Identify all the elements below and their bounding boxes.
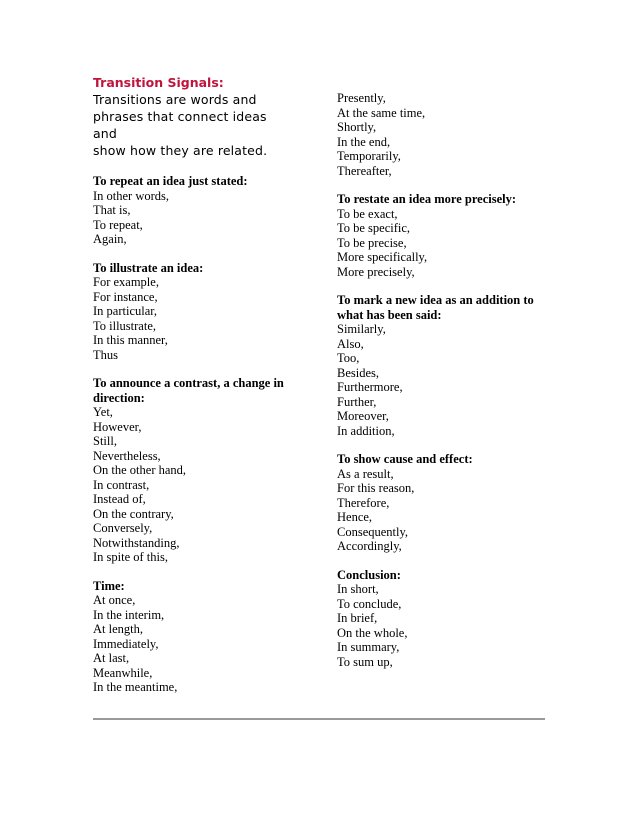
transition-item: In the interim, [93, 607, 165, 622]
section-heading: Time: [93, 578, 125, 593]
transition-item: Meanwhile, [93, 665, 153, 680]
section-heading: direction: [93, 390, 145, 405]
transition-item: Thereafter, [337, 163, 392, 178]
transition-item: Similarly, [337, 322, 386, 336]
transition-item: Instead of, [93, 492, 146, 506]
transition-item: At last, [93, 651, 130, 665]
section-heading: what has been said: [337, 307, 442, 322]
right-column [337, 91, 547, 683]
transition-item: In other words, [93, 188, 170, 203]
transition-item: For instance, [93, 289, 158, 304]
transition-item: To be specific, [337, 221, 411, 235]
transition-section [93, 261, 293, 363]
transition-item: Again, [93, 232, 127, 246]
section-heading: To repeat an idea just stated: [93, 174, 248, 188]
transition-item: On the contrary, [93, 506, 174, 521]
transition-item: More precisely, [337, 264, 415, 279]
transition-section [93, 376, 293, 565]
transition-item: In summary, [337, 640, 400, 654]
transition-item: Conversely, [93, 521, 153, 535]
transition-item: At the same time, [337, 105, 426, 120]
transition-item: Also, [337, 336, 364, 351]
section-heading: To restate an idea more precisely: [337, 192, 517, 206]
transition-section [337, 293, 547, 438]
footer-divider [93, 718, 545, 720]
transition-item: To repeat, [93, 217, 143, 232]
transition-item: Moreover, [337, 409, 389, 423]
intro-line: phrases that connect ideas and [93, 109, 267, 141]
transition-item: In this manner, [93, 333, 168, 347]
transition-item: At length, [93, 622, 143, 636]
transition-item: Presently, [337, 91, 386, 105]
section-heading: To mark a new idea as an addition to [337, 293, 534, 307]
transition-item: In brief, [337, 611, 378, 625]
section-heading: To announce a contrast, a change in [93, 376, 284, 390]
document-title: Transition Signals: [93, 75, 224, 90]
transition-item: Too, [337, 351, 360, 365]
transition-section [93, 174, 293, 247]
transition-item: In the end, [337, 134, 391, 149]
transition-item: To illustrate, [93, 318, 157, 333]
transition-section [337, 452, 547, 554]
right-sections [337, 91, 547, 669]
section-heading: Conclusion: [337, 567, 401, 582]
transition-item: In particular, [93, 304, 158, 318]
left-sections [93, 174, 293, 695]
transition-item: Hence, [337, 510, 373, 524]
intro-line: show how they are related. [93, 143, 268, 158]
transition-item: Immediately, [93, 636, 159, 651]
intro-line: Transitions are words and [93, 92, 257, 107]
transition-item: On the other hand, [93, 463, 187, 477]
transition-item: Temporarily, [337, 149, 401, 163]
transition-item: As a result, [337, 466, 394, 481]
transition-item: Therefore, [337, 495, 390, 510]
transition-item: Furthermore, [337, 380, 403, 394]
transition-item: For example, [93, 275, 159, 289]
transition-section [337, 568, 547, 670]
transition-item: On the whole, [337, 625, 408, 640]
transition-item: Besides, [337, 365, 380, 380]
transition-item: In addition, [337, 423, 395, 438]
transition-item: Thus [93, 347, 118, 362]
transition-item: At once, [93, 593, 136, 607]
transition-item: Accordingly, [337, 539, 402, 553]
transition-item: In short, [337, 582, 379, 596]
transition-item: In the meantime, [93, 680, 178, 694]
transition-item: That is, [93, 203, 131, 217]
transition-item: Nevertheless, [93, 448, 161, 463]
section-heading: To show cause and effect: [337, 452, 473, 466]
transition-item: Further, [337, 394, 377, 409]
transition-item: In spite of this, [93, 550, 168, 564]
left-column [93, 74, 293, 709]
transition-section [93, 579, 293, 695]
transition-item: Still, [93, 434, 117, 448]
transition-item: Notwithstanding, [93, 535, 180, 550]
transition-item: To be exact, [337, 206, 398, 221]
transition-item: For this reason, [337, 481, 415, 495]
transition-item: Shortly, [337, 120, 377, 134]
transition-item: To sum up, [337, 654, 393, 669]
transition-section [337, 192, 547, 279]
transition-item: To conclude, [337, 596, 402, 611]
transition-item: Consequently, [337, 524, 409, 539]
transition-item: Yet, [93, 405, 113, 419]
transition-section [337, 91, 547, 178]
transition-item: However, [93, 419, 142, 434]
section-heading: To illustrate an idea: [93, 260, 204, 275]
transition-item: More specifically, [337, 250, 428, 264]
transition-item: To be precise, [337, 235, 407, 250]
transition-item: In contrast, [93, 477, 150, 492]
